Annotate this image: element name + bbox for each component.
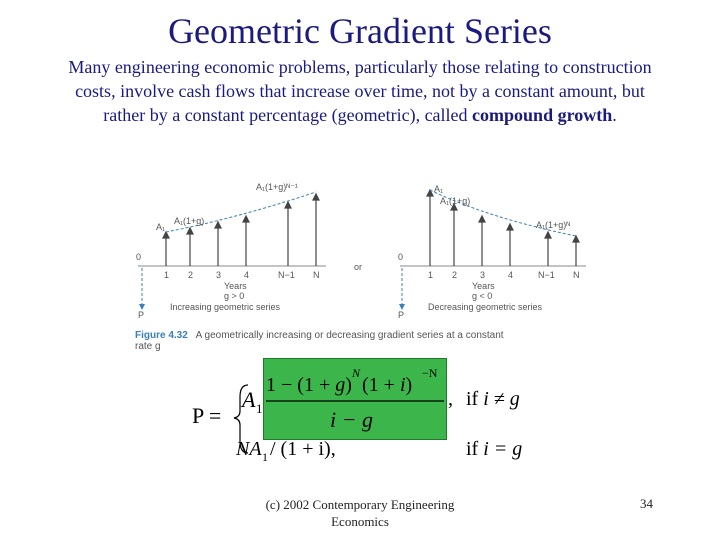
num-2: ) bbox=[345, 374, 352, 396]
left-caption: Increasing geometric series bbox=[170, 302, 281, 312]
num-N: N bbox=[352, 366, 361, 380]
cash-flow-figure bbox=[128, 178, 598, 328]
formula-denominator: i − g bbox=[330, 407, 373, 432]
right-tick-n: N bbox=[573, 270, 580, 280]
or-label: or bbox=[354, 262, 363, 272]
paragraph-bold-term: compound growth bbox=[472, 105, 613, 125]
footer-line-1: (c) 2002 Contemporary Engineering bbox=[265, 497, 455, 512]
cond1-expr: i ≠ g bbox=[483, 388, 520, 410]
footer-line-2: Economics bbox=[331, 514, 389, 529]
left-trend-curve bbox=[166, 192, 316, 232]
num-1: 1 − (1 + bbox=[266, 374, 336, 396]
row2-sub: 1 bbox=[262, 450, 268, 464]
left-p-label: P bbox=[138, 310, 145, 320]
right-condition: g < 0 bbox=[472, 291, 493, 301]
left-condition: g > 0 bbox=[224, 291, 245, 301]
left-tick-n: N bbox=[313, 270, 320, 280]
right-tick-2: 2 bbox=[452, 270, 458, 280]
cond1-if: if bbox=[466, 388, 484, 410]
right-p-label: P bbox=[398, 310, 405, 320]
right-tick-1: 1 bbox=[428, 270, 434, 280]
left-tick-4: 4 bbox=[244, 270, 250, 280]
right-zero-label: 0 bbox=[398, 252, 404, 262]
right-tick-3: 3 bbox=[480, 270, 486, 280]
svg-text:(1 + i) bbox=[362, 374, 412, 396]
formula-lhs: P = bbox=[192, 403, 222, 428]
formula bbox=[190, 355, 550, 465]
left-label-a1: A₁ bbox=[156, 222, 166, 232]
num-3: (1 + bbox=[362, 374, 400, 396]
num-4: ) bbox=[405, 374, 413, 396]
left-tick-1: 1 bbox=[164, 270, 170, 280]
svg-text:if i ≠ g bbox=[466, 388, 520, 410]
right-label-a1g: A₁(1+g) bbox=[440, 196, 471, 206]
formula-a1: A bbox=[242, 387, 256, 412]
right-caption: Decreasing geometric series bbox=[428, 302, 543, 312]
right-label-last: A₁(1+g)ᴺ bbox=[536, 220, 571, 230]
paragraph-text: Many engineering economic problems, particularly those relating to construction costs, involve cash flows that increase over time, not by a constant amount, but rather by a constant percentage (geometric), called bbox=[68, 57, 652, 125]
left-years-label: Years bbox=[224, 281, 247, 291]
row2-rest: / (1 + i), bbox=[270, 438, 336, 460]
page-number: 34 bbox=[640, 496, 653, 511]
footer-copyright bbox=[250, 496, 470, 530]
left-tick-2: 2 bbox=[188, 270, 194, 280]
right-tick-4: 4 bbox=[508, 270, 514, 280]
svg-text:1 − (1 + g) bbox=[266, 374, 352, 396]
formula-sub1: 1 bbox=[256, 401, 263, 416]
svg-text:if i = g bbox=[466, 438, 522, 460]
slide-paragraph bbox=[60, 55, 660, 127]
num-exp: −N bbox=[422, 366, 438, 380]
num-i: i bbox=[399, 374, 406, 396]
cond2-expr: i = g bbox=[483, 438, 523, 460]
row2-NA: NA bbox=[236, 438, 262, 460]
paragraph-end: . bbox=[612, 105, 617, 125]
figure-caption-text: A geometrically increasing or decreasing gradient series at a constant bbox=[195, 330, 504, 341]
slide-title: Geometric Gradient Series bbox=[168, 11, 552, 51]
left-tick-n1: N−1 bbox=[278, 270, 295, 280]
figure-caption bbox=[135, 330, 504, 352]
cond2-if: if bbox=[466, 438, 484, 460]
left-tick-3: 3 bbox=[216, 270, 222, 280]
left-zero-label: 0 bbox=[136, 252, 142, 262]
right-label-a1: A₁ bbox=[434, 184, 444, 194]
right-years-label: Years bbox=[472, 281, 495, 291]
figure-number: Figure 4.32 bbox=[135, 330, 188, 341]
cond1-comma: , bbox=[448, 388, 453, 410]
num-g: g bbox=[335, 374, 346, 396]
figure-caption-text-2: rate g bbox=[135, 341, 161, 352]
right-tick-n1: N−1 bbox=[538, 270, 555, 280]
left-label-top: A₁(1+g)ᴺ⁻¹ bbox=[256, 182, 298, 192]
left-label-a1g: A₁(1+g) bbox=[174, 216, 205, 226]
